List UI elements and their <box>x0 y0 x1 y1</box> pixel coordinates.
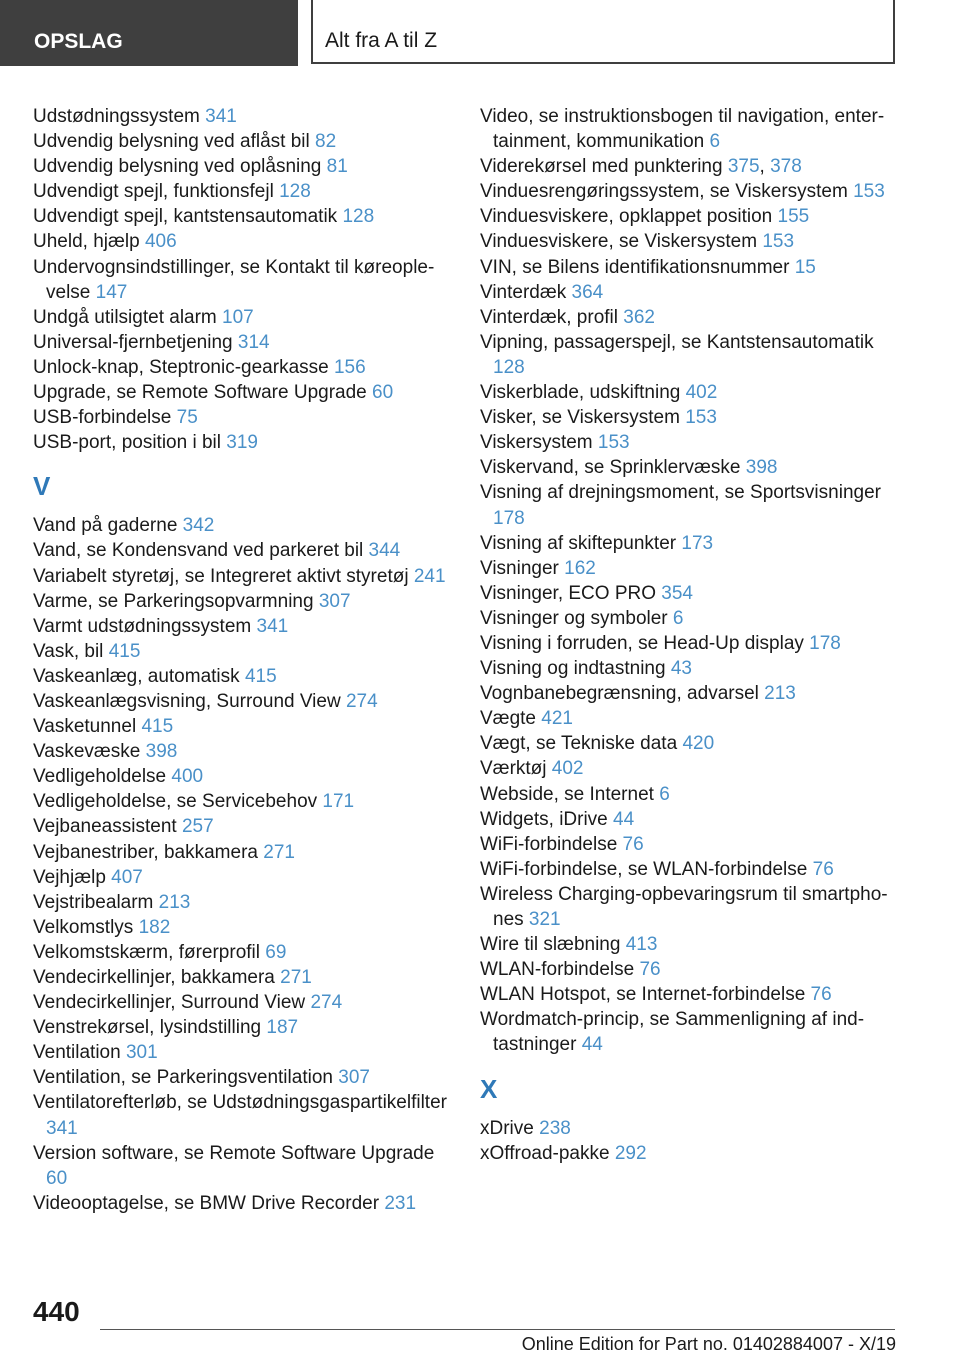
page-reference-link[interactable]: 128 <box>493 356 525 378</box>
index-entry <box>480 1141 900 1166</box>
page-reference-link[interactable]: 398 <box>745 457 778 479</box>
index-entry <box>480 204 900 229</box>
page-reference-link[interactable]: 341 <box>46 1117 78 1139</box>
index-term: Vaskevæske <box>33 741 141 763</box>
index-entry <box>480 982 900 1007</box>
index-term: Visning og indtastning <box>480 658 666 680</box>
index-entry <box>33 890 453 915</box>
index-term: Visning i forruden, se Head-Up display <box>480 632 804 654</box>
page-reference-link[interactable]: 60 <box>46 1167 68 1189</box>
page-reference-link[interactable]: 162 <box>564 557 596 579</box>
page-reference-link[interactable]: 378 <box>770 156 802 178</box>
index-entry <box>480 957 900 982</box>
index-term: WiFi-forbindelse, se WLAN-forbindelse <box>480 858 808 880</box>
index-term: Vægte <box>480 708 536 730</box>
index-entry <box>33 513 453 538</box>
index-term: Version software, se Remote Software Upgrade <box>33 1142 435 1164</box>
index-entry <box>480 104 900 154</box>
index-term: Vand, se Kondensvand ved parkeret bil <box>33 540 364 562</box>
index-term: Vejhjælp <box>33 866 106 888</box>
page-reference-link[interactable]: 6 <box>709 131 721 153</box>
page-reference-link[interactable]: 314 <box>237 331 270 353</box>
index-entry <box>480 631 900 656</box>
index-entry <box>480 882 900 932</box>
index-entry <box>33 305 453 330</box>
index-column-left <box>33 104 453 1216</box>
index-term: Vejstribealarm <box>33 891 154 913</box>
page-reference-link[interactable]: 147 <box>95 281 128 303</box>
page-reference-link[interactable]: 420 <box>682 733 715 755</box>
index-entry <box>480 455 900 480</box>
index-entry <box>33 965 453 990</box>
index-term: Visning af drejningsmoment, se Sportsvisninger <box>480 482 881 504</box>
page-reference-link[interactable]: 173 <box>681 532 714 554</box>
index-term: Vinduesviskere, opklappet position <box>480 206 773 228</box>
index-term: Upgrade, se Remote Software Upgrade <box>33 382 367 404</box>
page-reference-link[interactable]: 6 <box>659 783 670 805</box>
page-reference-link[interactable]: 415 <box>141 716 174 738</box>
index-term: WiFi-forbindelse <box>480 833 618 855</box>
index-term: USB-forbindelse <box>33 407 172 429</box>
index-term: Vejbanestriber, bakkamera <box>33 841 258 863</box>
page-reference-link[interactable]: 341 <box>205 106 237 127</box>
page-reference-link[interactable]: 421 <box>541 708 573 730</box>
index-term: Wireless Charging-opbevaringsrum til smartphones <box>480 883 888 930</box>
index-term: WLAN Hotspot, se Internet-forbindelse <box>480 984 806 1006</box>
index-term: Vinterdæk <box>480 281 567 303</box>
page-reference-link[interactable]: 128 <box>342 206 375 228</box>
index-entry <box>480 480 900 530</box>
index-term: Widgets, iDrive <box>480 808 608 830</box>
index-term: Visning af skiftepunkter <box>480 532 677 554</box>
index-entry <box>33 789 453 814</box>
index-entry <box>33 1141 453 1191</box>
index-term: Værktøj <box>480 758 547 780</box>
index-entry <box>480 280 900 305</box>
page-reference-link[interactable]: 213 <box>764 683 796 705</box>
index-entry <box>480 330 900 380</box>
index-entry <box>480 932 900 957</box>
page-reference-link[interactable]: 307 <box>318 590 351 612</box>
index-term: WLAN-forbindelse <box>480 959 635 981</box>
page-reference-link[interactable]: 44 <box>581 1034 603 1056</box>
index-term: Vipning, passagerspejl, se Kantstensautomatik <box>480 331 874 353</box>
index-term: Udvendig belysning ved aflåst bil <box>33 131 310 153</box>
index-entry <box>33 1090 453 1140</box>
index-entry <box>480 380 900 405</box>
index-term: Udvendig belysning ved oplåsning <box>33 156 322 178</box>
index-term: Vaskeanlæg, automatisk <box>33 665 240 687</box>
index-term: Undervognsindstillinger, se Kontakt til køreoplevelse <box>33 256 435 303</box>
page-reference-link[interactable]: 364 <box>571 281 604 303</box>
page-reference-link[interactable]: 128 <box>279 181 311 203</box>
page-reference-link[interactable]: 153 <box>597 432 630 454</box>
index-entry <box>480 731 900 756</box>
index-entry <box>33 764 453 789</box>
page-reference-link[interactable]: 178 <box>809 632 841 654</box>
index-entry <box>480 305 900 330</box>
index-term: Undgå utilsigtet alarm <box>33 306 217 328</box>
page-reference-link[interactable]: 274 <box>310 992 343 1014</box>
index-term: xDrive <box>480 1117 534 1139</box>
index-entry <box>480 556 900 581</box>
index-entry <box>33 430 453 455</box>
page-reference-link[interactable]: 156 <box>333 356 366 378</box>
index-entry <box>33 229 453 254</box>
page-reference-link[interactable]: 82 <box>315 131 337 153</box>
index-term: Venstrekørsel, lysindstilling <box>33 1017 262 1039</box>
index-entry <box>33 1040 453 1065</box>
page-reference-link[interactable]: 182 <box>138 916 171 938</box>
index-term: Vinterdæk, profil <box>480 306 618 328</box>
index-term: Vaskeanlægsvisning, Surround View <box>33 690 341 712</box>
index-column-right <box>480 104 900 1166</box>
index-term: Visninger og symboler <box>480 607 668 629</box>
index-term: Visninger <box>480 557 559 579</box>
index-entry <box>480 857 900 882</box>
index-entry <box>480 606 900 631</box>
index-term: Velkomstlys <box>33 916 134 938</box>
page-reference-link[interactable]: 415 <box>244 665 277 687</box>
index-entry <box>33 940 453 965</box>
index-entry <box>33 1191 453 1216</box>
page-reference-link[interactable]: 75 <box>176 407 198 429</box>
index-entry <box>33 179 453 204</box>
index-term: Vedligeholdelse, se Servicebehov <box>33 791 318 813</box>
index-term: Ventilation, se Parkeringsventilation <box>33 1067 333 1089</box>
page-reference-link[interactable]: 402 <box>551 758 584 780</box>
page-reference-link[interactable]: 415 <box>108 640 141 662</box>
index-entry <box>33 814 453 839</box>
index-entry <box>33 255 453 305</box>
page-reference-link[interactable]: 153 <box>762 231 795 253</box>
index-term: Vendecirkellinjer, Surround View <box>33 992 306 1014</box>
index-entry <box>480 706 900 731</box>
page-reference-link[interactable]: 44 <box>613 808 635 830</box>
index-entry <box>480 179 900 204</box>
index-letter-heading: V <box>33 471 51 502</box>
page-number: 440 <box>33 1296 80 1327</box>
index-entry <box>33 538 453 563</box>
index-entry <box>33 614 453 639</box>
index-entry <box>480 229 900 254</box>
page-reference-link[interactable]: 400 <box>171 766 204 788</box>
page-reference-link[interactable]: 292 <box>614 1142 647 1164</box>
index-term: Vinduesrengøringssystem, se Viskersystem <box>480 181 848 203</box>
page-reference-link[interactable]: 341 <box>256 615 289 637</box>
index-entry <box>33 639 453 664</box>
index-term: Unlock-knap, Steptronic-gearkasse <box>33 356 329 378</box>
index-entry <box>33 840 453 865</box>
index-entry <box>480 255 900 280</box>
index-term: Vejbaneassistent <box>33 816 177 838</box>
page-reference-link[interactable]: 187 <box>266 1017 299 1039</box>
page-reference-link[interactable]: 238 <box>539 1117 571 1139</box>
index-entry <box>480 430 900 455</box>
index-term: Viskersystem <box>480 432 593 454</box>
index-entry <box>33 154 453 179</box>
index-term: Visninger, ECO PRO <box>480 582 657 604</box>
index-term: Vognbanebegrænsning, advarsel <box>480 683 759 705</box>
index-entry <box>33 330 453 355</box>
index-term: Vasketunnel <box>33 716 137 738</box>
page-reference-link[interactable]: 60 <box>372 382 394 404</box>
index-term: Videooptagelse, se BMW Drive Recorder <box>33 1192 380 1214</box>
index-entry <box>480 807 900 832</box>
index-term: Variabelt styretøj, se Integreret aktivt styretøj <box>33 565 409 587</box>
index-term: Vask, bil <box>33 640 104 662</box>
index-entry <box>33 689 453 714</box>
index-entry <box>480 405 900 430</box>
index-entry <box>480 581 900 606</box>
page-reference-link[interactable]: 171 <box>322 791 355 813</box>
index-entry <box>33 739 453 764</box>
index-entry <box>33 1015 453 1040</box>
index-entry <box>480 656 900 681</box>
page-reference-link[interactable]: 319 <box>226 432 258 454</box>
page-reference-link[interactable]: 43 <box>670 658 692 680</box>
index-term: Varme, se Parkeringsopvarmning <box>33 590 314 612</box>
footer-divider <box>100 1329 895 1330</box>
index-term: Visker, se Viskersystem <box>480 407 680 429</box>
index-entry <box>33 1065 453 1090</box>
page-reference-link[interactable]: 76 <box>639 959 661 981</box>
index-entry <box>33 204 453 229</box>
chapter-title: Alt fra A til Z <box>311 0 895 64</box>
page-reference-link[interactable]: 178 <box>493 507 525 529</box>
page-reference-link[interactable]: 69 <box>265 941 287 963</box>
index-entry <box>33 104 453 129</box>
index-term: USB-port, position i bil <box>33 432 221 454</box>
index-entry <box>480 832 900 857</box>
index-term: xOffroad-pakke <box>480 1142 610 1164</box>
page-reference-link[interactable]: 342 <box>182 515 215 537</box>
index-term: VIN, se Bilens identifikationsnummer <box>480 256 790 278</box>
index-term: Video, se instruktionsbogen til navigation, entertainment, kommunikation <box>480 106 885 153</box>
page-reference-link[interactable]: 406 <box>144 231 177 253</box>
edition-note: Online Edition for Part no. 01402884007 - X/19 <box>521 1334 896 1354</box>
page-reference-link[interactable]: 344 <box>368 540 401 562</box>
page-reference-link[interactable]: 413 <box>625 934 658 956</box>
index-term: Vægt, se Tekniske data <box>480 733 678 755</box>
index-entry <box>33 355 453 380</box>
index-term: Vand på gaderne <box>33 515 178 537</box>
index-term: Udstødningssystem <box>33 106 200 127</box>
page-reference-link[interactable]: 398 <box>145 741 178 763</box>
page-reference-link[interactable]: 257 <box>181 816 214 838</box>
index-letter-heading: X <box>480 1073 498 1104</box>
index-entry <box>33 129 453 154</box>
index-term: Viderekørsel med punktering <box>480 156 723 178</box>
index-term: Webside, se Internet <box>480 783 654 805</box>
page-reference-link[interactable]: 321 <box>528 909 561 930</box>
page-reference-link[interactable]: 6 <box>672 607 684 629</box>
section-tab[interactable]: OPSLAG <box>0 0 298 66</box>
index-entry <box>480 756 900 781</box>
page-reference-link[interactable]: 274 <box>345 690 378 712</box>
page-reference-link[interactable]: 407 <box>111 866 143 888</box>
index-term: Varmt udstødningssystem <box>33 615 252 637</box>
page-reference-link[interactable]: 76 <box>812 858 834 880</box>
page-reference-link[interactable]: 271 <box>280 967 312 988</box>
page-reference-link[interactable]: 213 <box>158 891 191 913</box>
page-reference-link[interactable]: 81 <box>326 156 348 178</box>
page-reference-link[interactable]: 375 <box>727 156 760 178</box>
index-entry <box>33 664 453 689</box>
index-term: Uheld, hjælp <box>33 231 140 253</box>
page-reference-link[interactable]: 76 <box>810 984 832 1006</box>
index-entry <box>33 589 453 614</box>
page-reference-link[interactable]: 15 <box>794 256 816 278</box>
page-reference-link[interactable]: 362 <box>623 306 655 328</box>
page-reference-link[interactable]: 153 <box>685 407 717 429</box>
index-term: Ventilatorefterløb, se Udstødningsgaspartikelfilter <box>33 1092 447 1114</box>
page-reference-link[interactable]: 307 <box>338 1067 370 1089</box>
index-term: Vedligeholdelse <box>33 766 167 788</box>
page-reference-link[interactable]: 153 <box>853 181 885 203</box>
index-term: Udvendigt spejl, funktionsfejl <box>33 181 274 203</box>
index-entry: Viderekørsel med punktering 375, 378 <box>480 156 802 178</box>
index-entry <box>33 405 453 430</box>
index-entry <box>33 380 453 405</box>
index-term: Vendecirkellinjer, bakkamera <box>33 967 275 988</box>
index-term: Vinduesviskere, se Viskersystem <box>480 231 758 253</box>
index-term: Wire til slæbning <box>480 934 621 956</box>
page-reference-link[interactable]: 231 <box>384 1192 417 1214</box>
page-reference-link[interactable]: 155 <box>777 206 810 228</box>
index-term: Wordmatch-princip, se Sammenligning af indtastninger <box>480 1009 865 1056</box>
index-entry <box>480 531 900 556</box>
index-entry <box>480 681 900 706</box>
page-reference-link[interactable]: 271 <box>263 841 295 863</box>
index-entry <box>33 564 453 589</box>
index-term: Ventilation <box>33 1042 121 1064</box>
index-term: Viskervand, se Sprinklervæske <box>480 457 741 479</box>
page-header <box>0 0 960 66</box>
index-entry <box>33 714 453 739</box>
index-entry <box>480 1116 900 1141</box>
page-reference-link[interactable]: 402 <box>685 382 718 404</box>
page-reference-link[interactable]: 354 <box>661 582 693 604</box>
index-entry <box>480 1007 900 1057</box>
page-reference-link[interactable]: 301 <box>125 1042 158 1064</box>
index-term: Udvendigt spejl, kantstensautomatik <box>33 206 338 228</box>
page-reference-link[interactable]: 241 <box>413 565 446 587</box>
index-term: Viskerblade, udskiftning <box>480 382 681 404</box>
index-entry <box>480 782 900 807</box>
index-entry <box>33 865 453 890</box>
index-term: Velkomstskærm, førerprofil <box>33 941 260 963</box>
index-term: Universal-fjernbetjening <box>33 331 233 353</box>
page-reference-link[interactable]: 76 <box>622 833 644 855</box>
index-entry <box>33 915 453 940</box>
page-reference-link[interactable]: 107 <box>222 306 254 328</box>
index-entry <box>33 990 453 1015</box>
